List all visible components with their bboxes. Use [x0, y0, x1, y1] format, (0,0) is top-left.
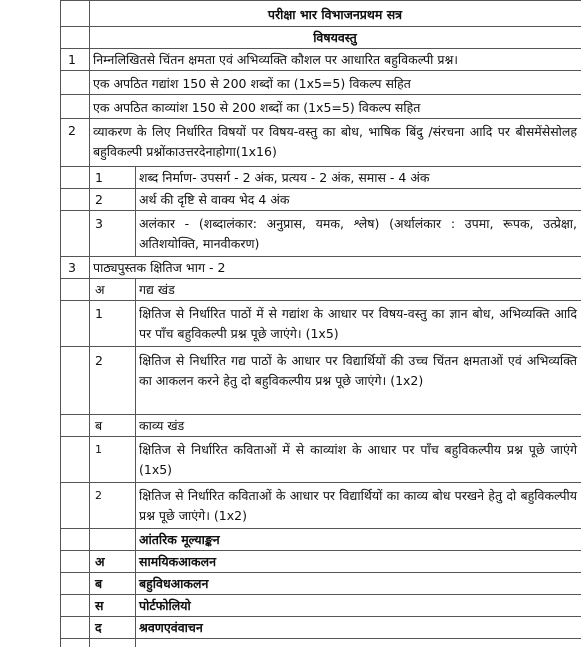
- table-row: [60, 415, 581, 437]
- table-row: [60, 49, 581, 71]
- table-row: [60, 257, 581, 279]
- column-divider: [89, 639, 90, 647]
- table-row: [60, 595, 581, 617]
- table-row: [60, 483, 581, 529]
- item-text: क्षितिज से निर्धारित कविताओं में से काव्यांश के आधार पर पाँच बहुविकल्पीय प्रश्न पूछे जाएंगे (1x5): [139, 442, 577, 477]
- section-heading: पाठ्यपुस्तक क्षितिज भाग - 2: [93, 260, 226, 275]
- table-subtitle: विषयवस्तु: [313, 30, 357, 45]
- table-row: [60, 301, 581, 347]
- table-title: परीक्षा भार विभाजनप्रथम सत्र: [267, 7, 403, 22]
- item-number: 1: [95, 443, 102, 456]
- item-number: अ: [95, 554, 105, 569]
- table-row: [60, 95, 581, 119]
- table-row: [60, 437, 581, 483]
- table-row: [60, 189, 581, 211]
- section-line: एक अपठित काव्यांश 150 से 200 शब्दों का (1x5=5) विकल्प सहित: [93, 100, 421, 115]
- table-row: [60, 639, 581, 647]
- section-number: 3: [68, 260, 76, 275]
- item-text: अलंकार - (शब्दालंकार: अनुप्रास, यमक, श्लेष) (अर्थालंकार : उपमा, रूपक, उत्प्रेक्षा, अतिशयोक्ति, मानवीकरण): [139, 216, 577, 251]
- assessment-table: [60, 0, 581, 647]
- item-number: स: [95, 598, 104, 613]
- item-text: गद्य खंड: [139, 282, 175, 297]
- table-row: [60, 211, 581, 257]
- item-text: क्षितिज से निर्धारित गद्य पाठों के आधार पर विद्यार्थियों की उच्च चिंतन क्षमताओं एवं अभिव्यक्ति का आकलन करने हेतु दो बहुविकल्पीय प्रश्न पूछे जाएंगे। (1x2): [139, 353, 577, 388]
- table-row: [60, 551, 581, 573]
- section-heading: व्याकरण के लिए निर्धारित विषयों पर विषय-वस्तु का बोध, भाषिक बिंदु /संरचना आदि पर बीसमेंसेसोलह बहुविकल्पी प्रश्नोंकाउत्तरदेनाहोगा(1x16): [93, 124, 577, 159]
- section-line: एक अपठित गद्यांश 150 से 200 शब्दों का (1x5=5) विकल्प सहित: [93, 76, 411, 91]
- table-row: [60, 27, 581, 49]
- item-number: अ: [95, 282, 105, 297]
- table-row: [60, 167, 581, 189]
- table-row: [60, 119, 581, 167]
- table-row: [60, 617, 581, 639]
- item-number: 2: [95, 353, 103, 368]
- item-number: 1: [95, 170, 103, 185]
- item-number: ब: [95, 576, 103, 591]
- table-row: [60, 0, 581, 27]
- item-text: अर्थ की दृष्टि से वाक्य भेद 4 अंक: [139, 192, 290, 207]
- item-text: काव्य खंड: [139, 418, 185, 433]
- table-row: [60, 347, 581, 415]
- item-text: क्षितिज से निर्धारित पाठों में से गद्यांश के आधार पर विषय-वस्तु का ज्ञान बोध, अभिव्यक्ति आदि पर पाँच बहुविकल्पी प्रश्न पूछे जाएंगे। (1x5): [139, 306, 577, 341]
- item-number: 2: [95, 489, 102, 502]
- item-text: पोर्टफोलियो: [139, 598, 191, 613]
- item-text: क्षितिज से निर्धारित कविताओं के आधार पर विद्यार्थियों का काव्य बोध परखने हेतु दो बहुविकल्पीय प्रश्न पूछे जाएंगे। (1x2): [139, 488, 577, 523]
- item-text: सामयिकआकलन: [139, 554, 217, 569]
- column-divider: [89, 529, 90, 550]
- item-text: शब्द निर्माण- उपसर्ग - 2 अंक, प्रत्यय - 2 अंक, समास - 4 अंक: [139, 170, 430, 185]
- table-row: [60, 529, 581, 551]
- section-number: 1: [68, 52, 76, 67]
- section-heading: निम्नलिखितसे चिंतन क्षमता एवं अभिव्यक्ति कौशल पर आधारित बहुविकल्पी प्रश्न।: [93, 52, 459, 67]
- table-row: [60, 573, 581, 595]
- item-number: 2: [95, 192, 103, 207]
- internal-heading: आंतरिक मूल्याङ्कन: [139, 532, 220, 547]
- item-number: द: [95, 620, 102, 635]
- item-number: ब: [95, 418, 103, 433]
- item-number: 3: [95, 216, 103, 231]
- item-text: बहुविधआकलन: [139, 576, 209, 591]
- section-number: 2: [68, 123, 76, 138]
- column-divider: [135, 639, 136, 647]
- table-row: [60, 71, 581, 95]
- item-number: 1: [95, 306, 103, 321]
- table-row: [60, 279, 581, 301]
- item-text: श्रवणएवंवाचन: [139, 620, 203, 635]
